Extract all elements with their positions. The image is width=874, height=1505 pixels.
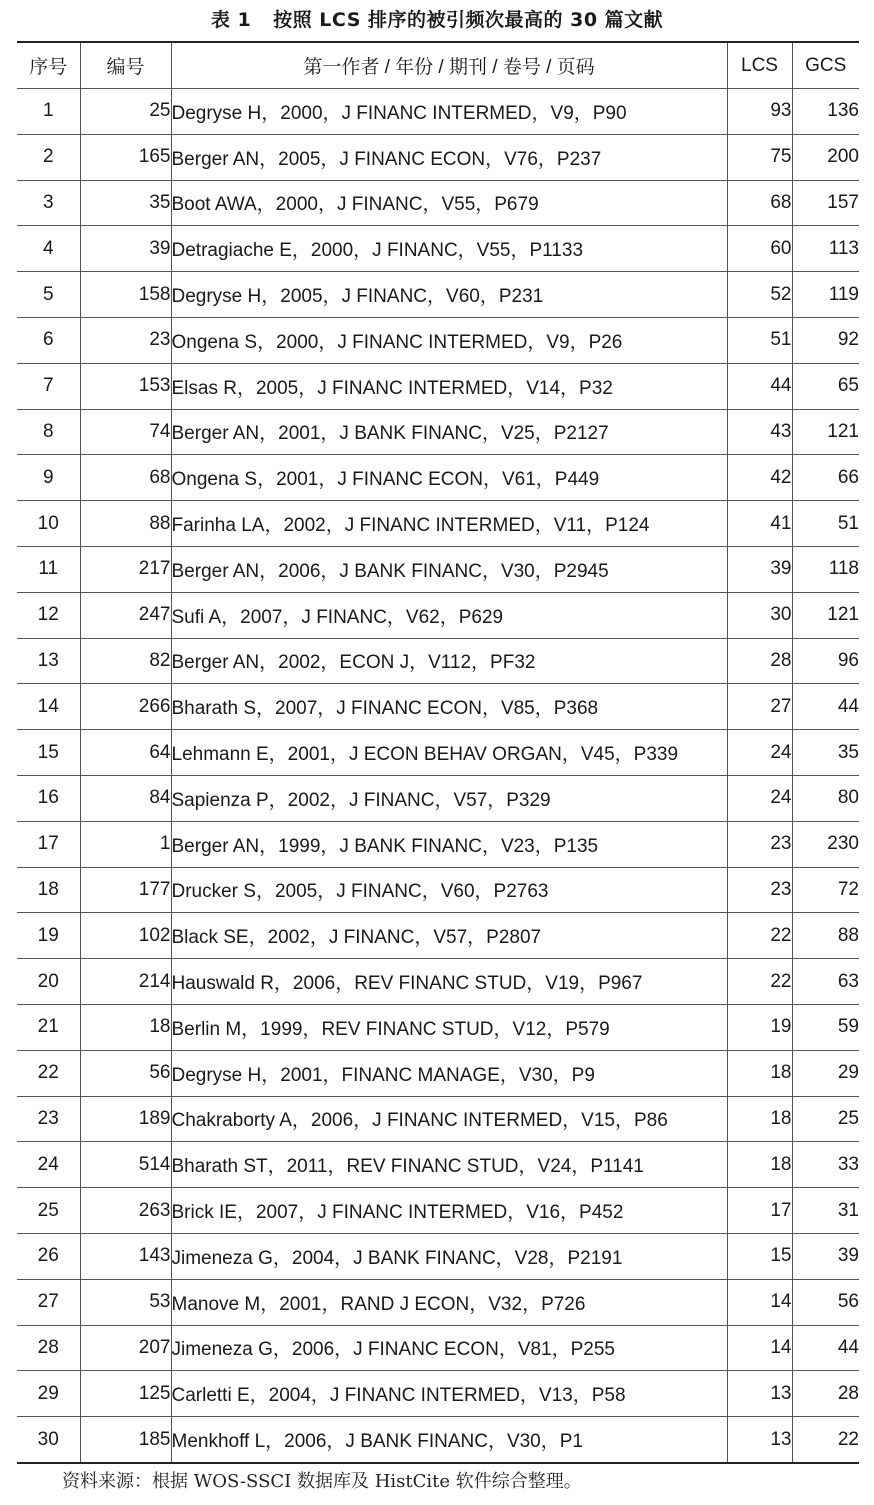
cell-id: 18 — [80, 1004, 171, 1050]
table-row — [17, 409, 859, 455]
cell-reference: Sufi A，2007，J FINANC，V62，P629 — [171, 592, 727, 638]
cell-lcs: 43 — [727, 409, 792, 455]
table-row — [17, 867, 859, 913]
table-row — [17, 226, 859, 272]
cell-seq: 7 — [17, 363, 80, 409]
cell-gcs: 31 — [792, 1188, 859, 1234]
cell-reference: Berger AN，2006，J BANK FINANC，V30，P2945 — [171, 546, 727, 592]
cell-lcs: 14 — [727, 1325, 792, 1371]
cell-reference: Degryse H，2000，J FINANC INTERMED，V9，P90 — [171, 89, 727, 135]
table-header-row — [17, 42, 859, 89]
cell-gcs: 118 — [792, 546, 859, 592]
table-row — [17, 1188, 859, 1234]
cell-lcs: 18 — [727, 1142, 792, 1188]
cell-seq: 10 — [17, 501, 80, 547]
cell-reference: Black SE，2002，J FINANC，V57，P2807 — [171, 913, 727, 959]
cell-reference: Ongena S，2000，J FINANC INTERMED，V9，P26 — [171, 317, 727, 363]
table-row — [17, 363, 859, 409]
cell-gcs: 59 — [792, 1004, 859, 1050]
citation-table — [17, 41, 859, 1464]
table-row — [17, 134, 859, 180]
header-id: 编号 — [80, 42, 171, 89]
cell-lcs: 18 — [727, 1050, 792, 1096]
table-row — [17, 1325, 859, 1371]
header-gcs: GCS — [792, 42, 859, 89]
table-row — [17, 775, 859, 821]
cell-reference: Brick IE，2007，J FINANC INTERMED，V16，P452 — [171, 1188, 727, 1234]
cell-lcs: 30 — [727, 592, 792, 638]
cell-id: 56 — [80, 1050, 171, 1096]
cell-id: 74 — [80, 409, 171, 455]
table-row — [17, 317, 859, 363]
cell-lcs: 41 — [727, 501, 792, 547]
cell-lcs: 14 — [727, 1279, 792, 1325]
cell-id: 185 — [80, 1417, 171, 1463]
table-body — [17, 89, 859, 1463]
cell-gcs: 72 — [792, 867, 859, 913]
cell-id: 217 — [80, 546, 171, 592]
cell-lcs: 44 — [727, 363, 792, 409]
cell-seq: 19 — [17, 913, 80, 959]
cell-seq: 1 — [17, 89, 80, 135]
cell-lcs: 60 — [727, 226, 792, 272]
cell-reference: Berger AN，2002，ECON J，V112，PF32 — [171, 638, 727, 684]
table-row — [17, 684, 859, 730]
table-row — [17, 1279, 859, 1325]
cell-seq: 25 — [17, 1188, 80, 1234]
table-row — [17, 913, 859, 959]
cell-gcs: 44 — [792, 1325, 859, 1371]
cell-id: 189 — [80, 1096, 171, 1142]
cell-gcs: 136 — [792, 89, 859, 135]
cell-gcs: 230 — [792, 821, 859, 867]
cell-lcs: 17 — [727, 1188, 792, 1234]
cell-seq: 13 — [17, 638, 80, 684]
cell-reference: Hauswald R，2006，REV FINANC STUD，V19，P967 — [171, 959, 727, 1005]
source-note: 资料来源：根据 WOS-SSCI 数据库及 HistCite 软件综合整理。 — [62, 1471, 582, 1492]
cell-gcs: 200 — [792, 134, 859, 180]
cell-reference: Farinha LA，2002，J FINANC INTERMED，V11，P124 — [171, 501, 727, 547]
cell-gcs: 63 — [792, 959, 859, 1005]
table-row — [17, 638, 859, 684]
cell-seq: 2 — [17, 134, 80, 180]
cell-id: 84 — [80, 775, 171, 821]
table-title: 按照 LCS 排序的被引频次最高的 30 篇文献 — [273, 9, 664, 31]
cell-reference: Jimeneza G，2006，J FINANC ECON，V81，P255 — [171, 1325, 727, 1371]
cell-id: 39 — [80, 226, 171, 272]
table-row — [17, 1142, 859, 1188]
cell-seq: 4 — [17, 226, 80, 272]
cell-id: 68 — [80, 455, 171, 501]
cell-id: 102 — [80, 913, 171, 959]
cell-reference: Elsas R，2005，J FINANC INTERMED，V14，P32 — [171, 363, 727, 409]
cell-lcs: 93 — [727, 89, 792, 135]
cell-seq: 21 — [17, 1004, 80, 1050]
cell-reference: Menkhoff L，2006，J BANK FINANC，V30，P1 — [171, 1417, 727, 1463]
cell-id: 25 — [80, 89, 171, 135]
cell-gcs: 56 — [792, 1279, 859, 1325]
cell-id: 35 — [80, 180, 171, 226]
table-row — [17, 455, 859, 501]
cell-gcs: 25 — [792, 1096, 859, 1142]
cell-gcs: 121 — [792, 409, 859, 455]
cell-lcs: 52 — [727, 272, 792, 318]
cell-gcs: 65 — [792, 363, 859, 409]
header-reference: 第一作者 / 年份 / 期刊 / 卷号 / 页码 — [171, 42, 727, 89]
cell-gcs: 121 — [792, 592, 859, 638]
cell-seq: 14 — [17, 684, 80, 730]
cell-id: 125 — [80, 1371, 171, 1417]
cell-id: 64 — [80, 730, 171, 776]
cell-reference: Berger AN，2005，J FINANC ECON，V76，P237 — [171, 134, 727, 180]
table-row — [17, 959, 859, 1005]
cell-lcs: 23 — [727, 821, 792, 867]
table-caption — [0, 4, 874, 36]
header-seq: 序号 — [17, 42, 80, 89]
cell-seq: 18 — [17, 867, 80, 913]
cell-seq: 12 — [17, 592, 80, 638]
cell-lcs: 39 — [727, 546, 792, 592]
cell-gcs: 35 — [792, 730, 859, 776]
cell-gcs: 44 — [792, 684, 859, 730]
cell-seq: 5 — [17, 272, 80, 318]
cell-lcs: 42 — [727, 455, 792, 501]
cell-seq: 27 — [17, 1279, 80, 1325]
cell-seq: 16 — [17, 775, 80, 821]
cell-reference: Lehmann E，2001，J ECON BEHAV ORGAN，V45，P339 — [171, 730, 727, 776]
table-row — [17, 272, 859, 318]
cell-gcs: 28 — [792, 1371, 859, 1417]
table-row — [17, 501, 859, 547]
cell-lcs: 19 — [727, 1004, 792, 1050]
cell-lcs: 13 — [727, 1371, 792, 1417]
cell-id: 82 — [80, 638, 171, 684]
cell-gcs: 66 — [792, 455, 859, 501]
cell-lcs: 75 — [727, 134, 792, 180]
cell-gcs: 33 — [792, 1142, 859, 1188]
cell-id: 158 — [80, 272, 171, 318]
cell-id: 514 — [80, 1142, 171, 1188]
cell-reference: Degryse H，2001，FINANC MANAGE，V30，P9 — [171, 1050, 727, 1096]
cell-id: 1 — [80, 821, 171, 867]
cell-reference: Bharath ST，2011，REV FINANC STUD，V24，P1141 — [171, 1142, 727, 1188]
cell-lcs: 24 — [727, 775, 792, 821]
cell-reference: Bharath S，2007，J FINANC ECON，V85，P368 — [171, 684, 727, 730]
cell-gcs: 92 — [792, 317, 859, 363]
table-row — [17, 1417, 859, 1463]
cell-reference: Boot AWA，2000，J FINANC，V55，P679 — [171, 180, 727, 226]
cell-reference: Ongena S，2001，J FINANC ECON，V61，P449 — [171, 455, 727, 501]
cell-seq: 29 — [17, 1371, 80, 1417]
cell-lcs: 68 — [727, 180, 792, 226]
cell-seq: 9 — [17, 455, 80, 501]
cell-id: 207 — [80, 1325, 171, 1371]
cell-lcs: 18 — [727, 1096, 792, 1142]
table-row — [17, 1233, 859, 1279]
cell-seq: 22 — [17, 1050, 80, 1096]
cell-gcs: 29 — [792, 1050, 859, 1096]
cell-reference: Berger AN，2001，J BANK FINANC，V25，P2127 — [171, 409, 727, 455]
cell-reference: Degryse H，2005，J FINANC，V60，P231 — [171, 272, 727, 318]
cell-seq: 20 — [17, 959, 80, 1005]
cell-lcs: 28 — [727, 638, 792, 684]
cell-lcs: 22 — [727, 959, 792, 1005]
cell-gcs: 157 — [792, 180, 859, 226]
cell-id: 266 — [80, 684, 171, 730]
header-lcs: LCS — [727, 42, 792, 89]
cell-gcs: 88 — [792, 913, 859, 959]
cell-reference: Berlin M，1999，REV FINANC STUD，V12，P579 — [171, 1004, 727, 1050]
table-row — [17, 730, 859, 776]
cell-gcs: 39 — [792, 1233, 859, 1279]
cell-id: 263 — [80, 1188, 171, 1234]
cell-id: 88 — [80, 501, 171, 547]
cell-gcs: 113 — [792, 226, 859, 272]
table-row — [17, 180, 859, 226]
cell-id: 165 — [80, 134, 171, 180]
table-row — [17, 1371, 859, 1417]
cell-seq: 26 — [17, 1233, 80, 1279]
cell-seq: 11 — [17, 546, 80, 592]
cell-seq: 3 — [17, 180, 80, 226]
cell-gcs: 80 — [792, 775, 859, 821]
cell-reference: Detragiache E，2000，J FINANC，V55，P1133 — [171, 226, 727, 272]
cell-reference: Sapienza P，2002，J FINANC，V57，P329 — [171, 775, 727, 821]
cell-lcs: 27 — [727, 684, 792, 730]
table-row — [17, 1096, 859, 1142]
cell-gcs: 22 — [837, 1428, 859, 1450]
cell-lcs: 13 — [727, 1417, 792, 1463]
cell-gcs: 96 — [792, 638, 859, 684]
cell-reference: Berger AN，1999，J BANK FINANC，V23，P135 — [171, 821, 727, 867]
table-row — [17, 89, 859, 135]
cell-id: 53 — [80, 1279, 171, 1325]
table-row — [17, 592, 859, 638]
cell-seq: 8 — [17, 409, 80, 455]
cell-lcs: 23 — [727, 867, 792, 913]
cell-gcs: 51 — [792, 501, 859, 547]
cell-id: 177 — [80, 867, 171, 913]
table-row — [17, 1050, 859, 1096]
cell-lcs: 22 — [727, 913, 792, 959]
cell-id: 143 — [80, 1233, 171, 1279]
cell-reference: Jimeneza G，2004，J BANK FINANC，V28，P2191 — [171, 1233, 727, 1279]
cell-lcs: 24 — [727, 730, 792, 776]
cell-seq: 28 — [17, 1325, 80, 1371]
cell-id: 247 — [80, 592, 171, 638]
table-row — [17, 546, 859, 592]
cell-seq: 24 — [17, 1142, 80, 1188]
cell-seq: 30 — [17, 1417, 80, 1463]
cell-reference: Chakraborty A，2006，J FINANC INTERMED，V15，P86 — [171, 1096, 727, 1142]
cell-seq: 23 — [17, 1096, 80, 1142]
cell-id: 23 — [80, 317, 171, 363]
cell-reference: Manove M，2001，RAND J ECON，V32，P726 — [171, 1279, 727, 1325]
cell-reference: Drucker S，2005，J FINANC，V60，P2763 — [171, 867, 727, 913]
cell-seq: 15 — [17, 730, 80, 776]
table-row — [17, 1004, 859, 1050]
cell-gcs: 119 — [792, 272, 859, 318]
cell-seq: 17 — [17, 821, 80, 867]
cell-lcs: 15 — [727, 1233, 792, 1279]
cell-id: 214 — [80, 959, 171, 1005]
table-row — [17, 821, 859, 867]
cell-seq: 6 — [17, 317, 80, 363]
cell-reference: Carletti E，2004，J FINANC INTERMED，V13，P58 — [171, 1371, 727, 1417]
cell-id: 153 — [80, 363, 171, 409]
table-number: 表 1 — [210, 9, 252, 31]
cell-lcs: 51 — [727, 317, 792, 363]
